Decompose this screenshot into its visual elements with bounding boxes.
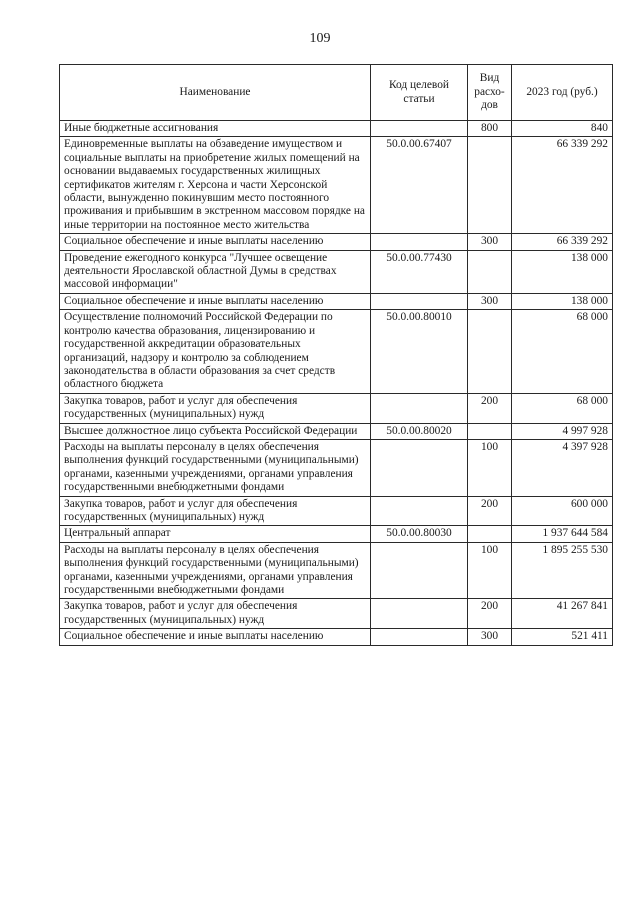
row-code: 50.0.00.80030 [371,526,468,542]
row-name: Осуществление полномочий Российской Федерации по контролю качества образования, лицензированию и государственной аккредитации образовательных организаций, надзору и контролю за соблюдением законодательства в области образования за счет средств областного бюджета [60,310,371,393]
row-code: 50.0.00.77430 [371,250,468,293]
row-code: 50.0.00.67407 [371,137,468,234]
table-row [60,393,613,423]
row-vid: 200 [468,393,512,423]
row-name: Единовременные выплаты на обзаведение имуществом и социальные выплаты на приобретение жилых помещений на основании выдаваемых государственных жилищных сертификатов жителям г. Херсона и части Херсонской области, вынужденно покинувшим место постоянного проживания и прибывшим в экстренном массовом порядке на иные территории на постоянное место жительства [60,137,371,234]
row-vid [468,137,512,234]
row-sum: 138 000 [512,250,613,293]
row-name: Закупка товаров, работ и услуг для обеспечения государственных (муниципальных) нужд [60,496,371,526]
row-name: Расходы на выплаты персоналу в целях обеспечения выполнения функций государственными (муниципальными) органами, казенными учреждениями, органами управления государственными внебюджетными фондами [60,542,371,599]
row-name: Проведение ежегодного конкурса "Лучшее освещение деятельности Ярославской областной Думы в средствах массовой информации" [60,250,371,293]
row-code [371,121,468,137]
row-vid: 200 [468,599,512,629]
row-sum: 66 339 292 [512,234,613,250]
budget-table [59,64,613,646]
header-name: Наименование [60,65,371,121]
row-name: Закупка товаров, работ и услуг для обеспечения государственных (муниципальных) нужд [60,393,371,423]
table-row [60,310,613,393]
row-code [371,542,468,599]
row-name: Социальное обеспечение и иные выплаты населению [60,293,371,309]
row-vid: 800 [468,121,512,137]
row-code: 50.0.00.80020 [371,423,468,439]
table-header-row [60,65,613,121]
row-sum: 138 000 [512,293,613,309]
row-vid: 200 [468,496,512,526]
row-name: Социальное обеспечение и иные выплаты населению [60,629,371,645]
row-vid: 100 [468,439,512,496]
row-code: 50.0.00.80010 [371,310,468,393]
row-sum: 41 267 841 [512,599,613,629]
row-vid [468,310,512,393]
row-sum: 600 000 [512,496,613,526]
row-name: Иные бюджетные ассигнования [60,121,371,137]
table-row [60,629,613,645]
row-vid: 300 [468,629,512,645]
row-sum: 840 [512,121,613,137]
table-row [60,250,613,293]
row-sum: 4 397 928 [512,439,613,496]
row-sum: 1 895 255 530 [512,542,613,599]
header-code: Код целевой статьи [371,65,468,121]
table-row [60,496,613,526]
row-code [371,629,468,645]
header-sum: 2023 год (руб.) [512,65,613,121]
header-vid: Вид расхо-дов [468,65,512,121]
row-code [371,393,468,423]
row-name: Центральный аппарат [60,526,371,542]
page-number: 109 [309,31,331,46]
row-sum: 68 000 [512,393,613,423]
row-sum: 521 411 [512,629,613,645]
row-vid: 100 [468,542,512,599]
row-vid [468,423,512,439]
row-vid: 300 [468,234,512,250]
row-vid [468,526,512,542]
row-sum: 1 937 644 584 [512,526,613,542]
row-name: Высшее должностное лицо субъекта Российской Федерации [60,423,371,439]
row-vid [468,250,512,293]
table-row [60,137,613,234]
table-row [60,234,613,250]
table-row [60,599,613,629]
row-name: Социальное обеспечение и иные выплаты населению [60,234,371,250]
table-row [60,293,613,309]
row-code [371,234,468,250]
table-row [60,542,613,599]
row-name: Расходы на выплаты персоналу в целях обеспечения выполнения функций государственными (муниципальными) органами, казенными учреждениями, органами управления государственными внебюджетными фондами [60,439,371,496]
row-sum: 66 339 292 [512,137,613,234]
row-code [371,599,468,629]
table-row [60,439,613,496]
row-name: Закупка товаров, работ и услуг для обеспечения государственных (муниципальных) нужд [60,599,371,629]
row-code [371,293,468,309]
table-row [60,121,613,137]
table-row [60,526,613,542]
row-code [371,439,468,496]
table-row [60,423,613,439]
row-code [371,496,468,526]
row-sum: 68 000 [512,310,613,393]
row-sum: 4 997 928 [512,423,613,439]
row-vid: 300 [468,293,512,309]
